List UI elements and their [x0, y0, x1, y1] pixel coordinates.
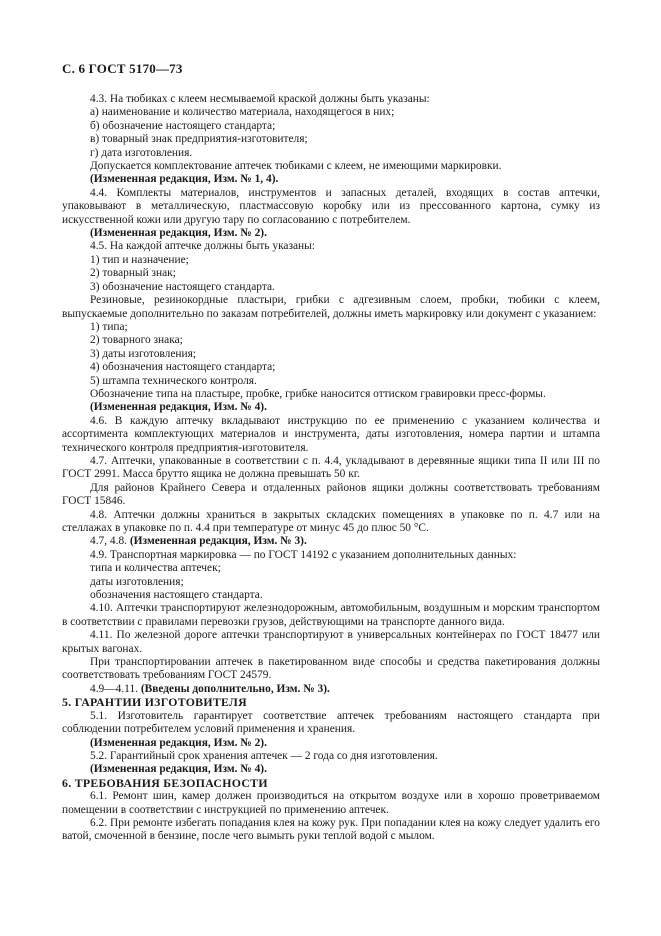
paragraph	[62, 267, 600, 280]
paragraph	[62, 294, 600, 321]
paragraph-text: (Измененная редакция, Изм. № 1, 4).	[90, 173, 279, 186]
paragraph-text: даты изготовления;	[90, 575, 184, 588]
paragraph-text: 2) товарный знак;	[90, 267, 176, 280]
paragraph-text: При транспортировании аптечек в пакетированном виде способы и средства пакетирования должны соответствовать требованиям ГОСТ 24579.	[62, 656, 600, 682]
paragraph-text: 1) тип и назначение;	[90, 253, 189, 266]
paragraph-text: 4.9. Транспортная маркировка — по ГОСТ 14192 с указанием дополнительных данных:	[90, 548, 517, 561]
paragraph	[62, 629, 600, 656]
paragraph	[62, 321, 600, 334]
paragraph-text: 2) товарного знака;	[90, 334, 183, 347]
amendment-note	[62, 401, 600, 414]
paragraph	[62, 281, 600, 294]
paragraph	[62, 656, 600, 683]
paragraph-text: 6. ТРЕБОВАНИЯ БЕЗОПАСНОСТИ	[62, 775, 268, 790]
paragraph	[62, 120, 600, 133]
paragraph	[62, 549, 600, 562]
paragraph-text: 4.7. Аптечки, упакованные в соответствии с п. 4.4, укладывают в деревянные ящики типа II или III по ГОСТ 2991. Масса брутто ящика не должна превышать 50 кг.	[62, 454, 600, 481]
paragraph	[62, 334, 600, 347]
paragraph	[62, 361, 600, 374]
paragraph-text: Обозначение типа на пластыре, пробке, грибке наносится оттиском гравировки пресс-формы.	[90, 387, 546, 400]
paragraph	[62, 106, 600, 119]
paragraph-text: 3) даты изготовления;	[90, 347, 196, 360]
amendment-note: (Измененная редакция, Изм. № 3).	[129, 535, 307, 548]
paragraph-text: 4.3. На тюбиках с клеем несмываемой краской должны быть указаны:	[90, 93, 430, 105]
paragraph	[62, 133, 600, 146]
paragraph	[62, 562, 600, 575]
paragraph	[62, 683, 600, 696]
paragraph	[62, 254, 600, 267]
paragraph	[62, 240, 600, 253]
paragraph-text: 4.6. В каждую аптечку вкладывают инструкцию по ее применению с указанием количества и ассортимента комплектующих материалов и инструмента, даты изготовления, номера партии и штампа технического контроля предприятия-изготовителя.	[62, 414, 600, 454]
paragraph-text: 4.11. По железной дороге аптечки транспортируют в универсальных контейнерах по ГОСТ 18477 или крытых вагонах.	[62, 629, 600, 655]
paragraph	[62, 535, 600, 548]
paragraph-text: 6.1. Ремонт шин, камер должен производиться на открытом воздухе или в хорошо проветриваемом помещении в соответствии с инструкцией по применению аптечек.	[62, 790, 600, 816]
paragraph	[62, 790, 600, 817]
paragraph-text: (Измененная редакция, Изм. № 2).	[90, 736, 267, 749]
amendment-note	[62, 763, 600, 776]
paragraph-text: 5.2. Гарантийный срок хранения аптечек — 2 года со дня изготовления.	[90, 749, 438, 762]
paragraph-text: г) дата изготовления.	[90, 146, 193, 159]
amendment-note: (Введены дополнительно, Изм. № 3).	[140, 682, 330, 695]
paragraph	[62, 750, 600, 763]
paragraph	[62, 93, 600, 106]
paragraph	[62, 160, 600, 173]
document-body	[62, 93, 600, 844]
paragraph-text: б) обозначение настоящего стандарта;	[90, 119, 276, 132]
paragraph	[62, 415, 600, 455]
paragraph	[62, 589, 600, 602]
amendment-note	[62, 737, 600, 750]
paragraph-text: в) товарный знак предприятия-изготовителя;	[90, 133, 308, 146]
paragraph-text: 6.2. При ремонте избегать попадания клея на кожу рук. При попадании клея на кожу следует удалить его ватой, смоченной в бензине, после чего вымыть руки теплой водой с мылом.	[62, 816, 600, 843]
paragraph-text: 5) штампа технического контроля.	[90, 374, 257, 387]
paragraph-text: 4) обозначения настоящего стандарта;	[90, 361, 276, 374]
paragraph	[62, 388, 600, 401]
paragraph-text: 5. ГАРАНТИИ ИЗГОТОВИТЕЛЯ	[62, 695, 247, 710]
paragraph-text: 4.10. Аптечки транспортируют железнодорожным, автомобильным, воздушным и морским транспортом в соответствии с правилами перевозки грузов, действующими на транспорте данного вида.	[62, 602, 600, 628]
paragraph-text: Допускается комплектование аптечек тюбиками с клеем, не имеющими маркировки.	[90, 160, 502, 173]
paragraph-text: а) наименование и количество материала, находящегося в них;	[90, 106, 395, 119]
paragraph	[62, 817, 600, 844]
paragraph-text: 1) типа;	[90, 320, 128, 333]
paragraph	[62, 147, 600, 160]
paragraph-text: 4.8. Аптечки должны храниться в закрытых складских помещениях в упаковке по п. 4.7 или на стеллажах в упаковке по п. 4.4 при температуре от минус 45 до плюс 50 °С.	[62, 508, 600, 534]
paragraph-text: (Измененная редакция, Изм. № 4).	[90, 401, 267, 414]
paragraph-text: обозначения настоящего стандарта.	[90, 589, 263, 602]
paragraph-text: (Измененная редакция, Изм. № 4).	[90, 763, 267, 776]
paragraph-text: 5.1. Изготовитель гарантирует соответствие аптечек требованиям настоящего стандарта при соблюдении потребителем условий применения и хранения.	[62, 709, 600, 736]
paragraph-text: 4.9—4.11.	[90, 682, 141, 695]
page-header: С. 6 ГОСТ 5170—73	[62, 61, 183, 76]
amendment-note	[62, 227, 600, 240]
paragraph	[62, 576, 600, 589]
paragraph	[62, 348, 600, 361]
paragraph	[62, 509, 600, 536]
section-heading	[62, 777, 600, 790]
paragraph-text: Резиновые, резинокордные пластыри, грибки с адгезивным слоем, пробки, тюбики с клеем, выпускаемые дополнительно по заказам потребителей, должны иметь маркировку или документ с указанием:	[62, 294, 600, 320]
paragraph	[62, 482, 600, 509]
paragraph	[62, 375, 600, 388]
paragraph-text: Для районов Крайнего Севера и отдаленных районов ящики должны соответствовать требованиям ГОСТ 15846.	[62, 481, 600, 508]
paragraph	[62, 710, 600, 737]
paragraph	[62, 602, 600, 629]
paragraph-text: 4.4. Комплекты материалов, инструментов и запасных деталей, входящих в состав аптечки, упаковывают в металлическую, пластмассовую коробку или из прессованного картона, сумку из искусственной кожи или другую тару по согласованию с потребителем.	[62, 186, 600, 226]
amendment-note	[62, 173, 600, 186]
paragraph	[62, 455, 600, 482]
section-heading	[62, 696, 600, 709]
paragraph-text: 4.7, 4.8.	[90, 535, 130, 548]
paragraph-text: 3) обозначение настоящего стандарта.	[90, 280, 275, 293]
paragraph-text: 4.5. На каждой аптечке должны быть указаны:	[90, 240, 315, 253]
paragraph-text: типа и количества аптечек;	[90, 562, 221, 575]
paragraph-text: (Измененная редакция, Изм. № 2).	[90, 227, 267, 240]
paragraph	[62, 187, 600, 227]
